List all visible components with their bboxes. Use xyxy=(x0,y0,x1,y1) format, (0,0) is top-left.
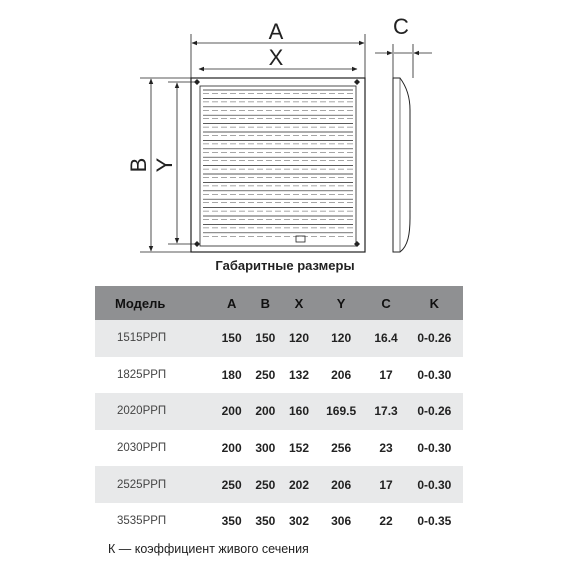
cell-x: 160 xyxy=(282,393,316,430)
cell-x: 202 xyxy=(282,466,316,503)
outer-frame xyxy=(191,78,365,252)
cell-a: 350 xyxy=(221,514,242,529)
table-row xyxy=(95,466,463,503)
cell-model: 3535РРП xyxy=(117,515,167,528)
cell-b: 150 xyxy=(248,320,282,357)
table-row xyxy=(95,393,463,430)
footnote: К — коэффициент живого сечения xyxy=(108,542,309,556)
cell-b: 200 xyxy=(248,393,282,430)
cell-a: 200 xyxy=(221,441,242,456)
dim-x-label: X xyxy=(268,45,284,70)
cell-c: 17 xyxy=(366,466,405,503)
dimensions-table xyxy=(95,286,463,540)
cell-y: 306 xyxy=(331,514,352,529)
cell-b: 300 xyxy=(255,441,276,456)
cell-model: 1825РРП xyxy=(117,368,167,381)
table-header-row xyxy=(95,286,463,320)
header-k: K xyxy=(406,286,463,320)
cell-k: 0-0.35 xyxy=(417,514,452,529)
cell-x: 132 xyxy=(289,367,310,382)
cell-k: 0-0.30 xyxy=(417,441,452,456)
cell-x: 152 xyxy=(289,441,310,456)
cell-x: 120 xyxy=(282,320,316,357)
louver-clip xyxy=(296,236,305,242)
inner-frame xyxy=(200,86,356,246)
cell-k: 0-0.26 xyxy=(406,393,463,430)
cell-model: 1515РРП xyxy=(95,320,215,357)
header-c: C xyxy=(366,286,405,320)
cell-k: 0-0.26 xyxy=(406,320,463,357)
cell-a: 150 xyxy=(215,320,249,357)
cell-a: 250 xyxy=(215,466,249,503)
louvers xyxy=(203,90,353,236)
header-model: Модель xyxy=(95,286,215,320)
cell-c: 17 xyxy=(379,367,393,382)
side-view xyxy=(393,78,410,252)
cell-y: 256 xyxy=(331,441,352,456)
corner-marks xyxy=(194,79,360,247)
cell-x: 302 xyxy=(289,514,310,529)
cell-y: 206 xyxy=(331,367,352,382)
dim-c-label: C xyxy=(393,14,409,39)
table-row xyxy=(95,357,463,394)
dim-a-label: A xyxy=(268,19,284,44)
cell-a: 200 xyxy=(215,393,249,430)
cell-y: 120 xyxy=(316,320,367,357)
dim-b-label: B xyxy=(126,157,151,173)
table-row xyxy=(95,503,463,540)
cell-model: 2020РРП xyxy=(95,393,215,430)
header-x: X xyxy=(282,286,316,320)
diagram-caption: Габаритные размеры xyxy=(215,258,355,273)
cell-model: 2525РРП xyxy=(95,466,215,503)
table-row xyxy=(95,430,463,467)
cell-c: 16.4 xyxy=(366,320,405,357)
header-a: A xyxy=(215,286,249,320)
cell-a: 180 xyxy=(221,367,242,382)
grille-drawing xyxy=(0,0,570,262)
cell-c: 22 xyxy=(379,514,393,529)
front-view xyxy=(191,78,365,252)
cell-k: 0-0.30 xyxy=(406,466,463,503)
cell-y: 206 xyxy=(316,466,367,503)
dim-y-label: Y xyxy=(152,157,177,173)
cell-b: 250 xyxy=(255,367,276,382)
header-y: Y xyxy=(316,286,367,320)
cell-c: 23 xyxy=(379,441,393,456)
cell-b: 350 xyxy=(255,514,276,529)
cell-b: 250 xyxy=(248,466,282,503)
cell-k: 0-0.30 xyxy=(417,367,452,382)
cell-c: 17.3 xyxy=(366,393,405,430)
table-row xyxy=(95,320,463,357)
cell-y: 169.5 xyxy=(316,393,367,430)
header-b: B xyxy=(248,286,282,320)
cell-model: 2030РРП xyxy=(117,442,167,455)
